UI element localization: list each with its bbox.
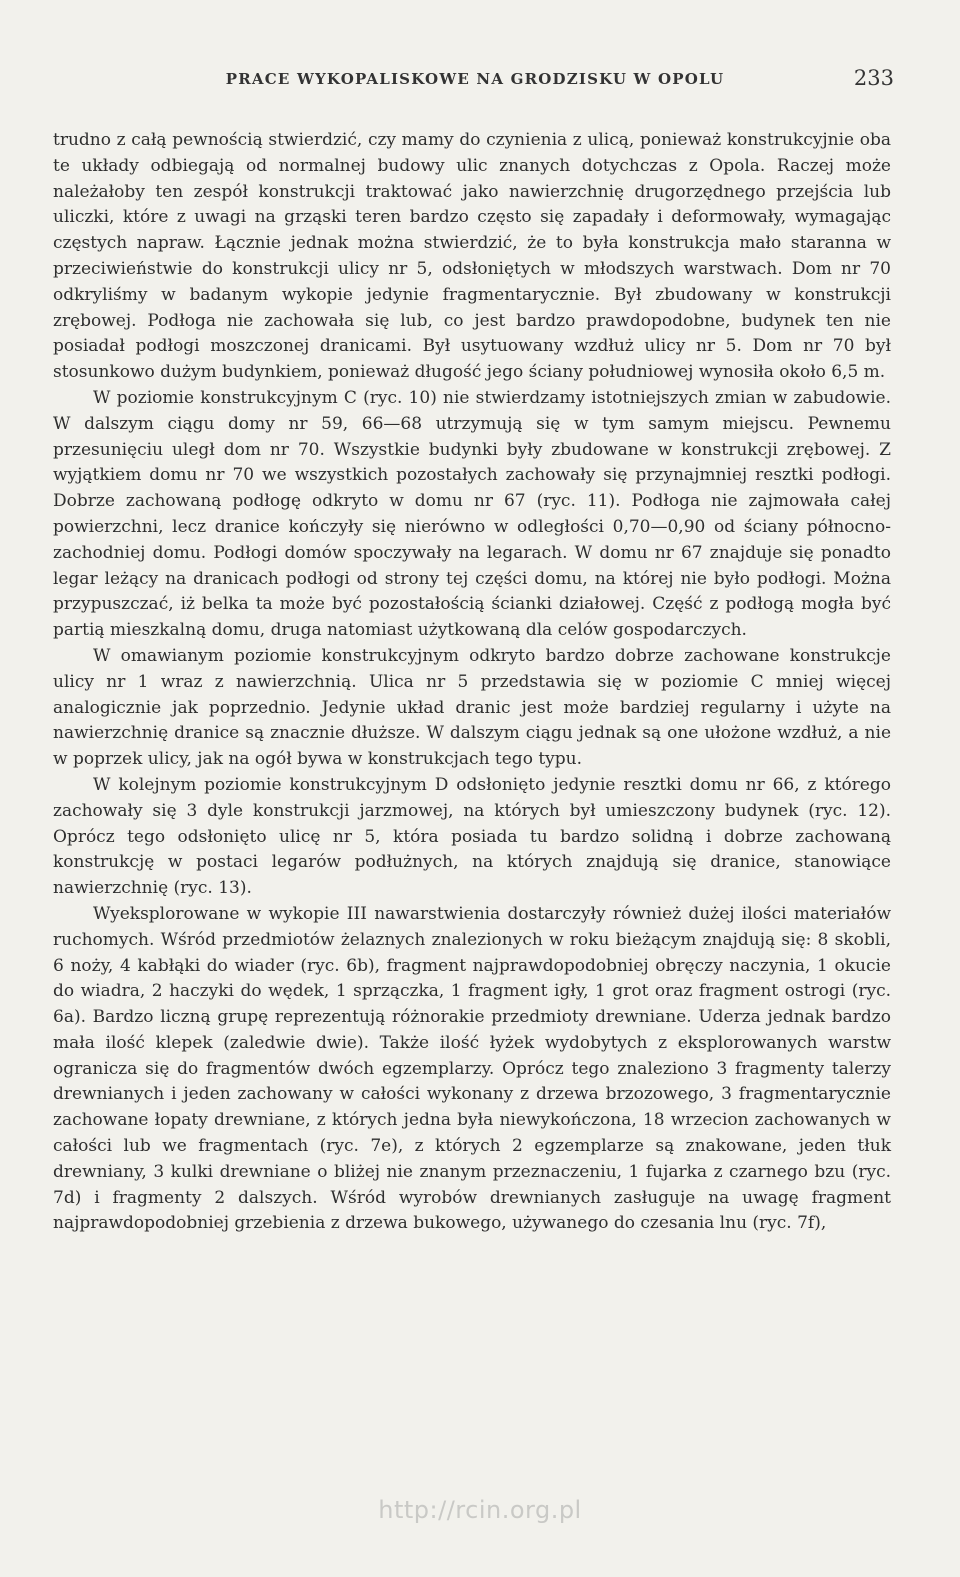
paragraph: W omawianym poziomie konstrukcyjnym odkryto bardzo dobrze zachowane konstrukcje ulicy nr 1 wraz z nawierzchnią. Ulica nr 5 przedstawia się w poziomie C mniej więcej analogicznie jak poprzednio. Jedynie układ dranic jest może bardziej regularny i użyte na nawierzchnię dranice są znacznie dłuższe. W dalszym ciągu jednak są one ułożone wzdłuż, a nie w poprzek ulicy, jak na ogół bywa w konstrukcjach tego typu. — [53, 645, 891, 770]
paragraph: W kolejnym poziomie konstrukcyjnym D odsłonięto jedynie resztki domu nr 66, z którego zachowały się 3 dyle konstrukcji jarzmowej, na których był umieszczony budynek (ryc. 12). Oprócz tego odsłonięto ulicę nr 5, która posiada tu bardzo solidną i dobrze zachowaną konstrukcję w postaci legarów podłużnych, na których znajdują się dranice, stanowiące nawierzchnię (ryc. 13). — [53, 774, 891, 899]
body-text — [53, 128, 891, 1237]
running-header — [56, 66, 894, 96]
paragraph: trudno z całą pewnością stwierdzić, czy mamy do czynienia z ulicą, ponieważ konstrukcyjnie oba te układy odbiegają od normalnej budowy ulic znanych dotychczas z Opola. Raczej może należałoby ten zespół konstrukcji traktować jako nawierzchnię drugorzędnego przejścia lub uliczki, które z uwagi na grząski teren bardzo często się zapadały i deformowały, wymagając częstych napraw. Łącznie jednak można stwierdzić, że to była konstrukcja mało staranna w przeciwieństwie do konstrukcji ulicy nr 5, odsłoniętych w młodszych warstwach. Dom nr 70 odkryliśmy w badanym wykopie jedynie fragmentarycznie. Był zbudowany w konstrukcji zrębowej. Podłoga nie zachowała się lub, co jest bardzo prawdopodobne, budynek ten nie posiadał podłogi moszczonej dranicami. Był usytuowany wzdłuż ulicy nr 5. Dom nr 70 był stosunkowo dużym budynkiem, ponieważ długość jego ściany południowej wynosiła około 6,5 m. — [53, 130, 891, 383]
paragraph: W poziomie konstrukcyjnym C (ryc. 10) nie stwierdzamy istotniejszych zmian w zabudowie. W dalszym ciągu domy nr 59, 66—68 utrzymują się w tym samym miejscu. Pewnemu przesunięciu uległ dom nr 70. Wszystkie budynki były zbudowane w konstrukcji zrębowej. Z wyjątkiem domu nr 70 we wszystkich pozostałych zachowały się przynajmniej resztki podłogi. Dobrze zachowaną podłogę odkryto w domu nr 67 (ryc. 11). Podłoga nie zajmowała całej powierzchni, lecz dranice kończyły się nierówno w odległości 0,70—0,90 od ściany północno-zachodniej domu. Podłogi domów spoczywały na legarach. W domu nr 67 znajduje się ponadto legar leżący na dranicach podłogi od strony tej części domu, na której nie było podłogi. Można przypuszczać, iż belka ta może być pozostałością ścianki działowej. Część z podłogą mogła być partią mieszkalną domu, druga natomiast użytkowaną dla celów gospodarczych. — [53, 387, 891, 641]
source-watermark: http://rcin.org.pl — [378, 1496, 582, 1524]
running-title: PRACE WYKOPALISKOWE NA GRODZISKU W OPOLU — [225, 70, 725, 88]
paragraph: Wyeksplorowane w wykopie III nawarstwienia dostarczyły również dużej ilości materiałów ruchomych. Wśród przedmiotów żelaznych znalezionych w roku bieżącym znajdują się: 8 skobli, 6 noży, 4 kabłąki do wiader (ryc. 6b), fragment najprawdopodobniej obręczy naczynia, 1 okucie do wiadra, 2 haczyki do wędek, 1 sprzączka, 1 fragment igły, 1 grot oraz fragment ostrogi (ryc. 6a). Bardzo liczną grupę reprezentują różnorakie przedmioty drewniane. Uderza jednak bardzo mała ilość klepek (zaledwie dwie). Także ilość łyżek wydobytych z eksplorowanych warstw ogranicza się do fragmentów dwóch egzemplarzy. Oprócz tego znaleziono 3 fragmenty talerzy drewnianych i jeden zachowany w całości wykonany z drzewa brzozowego, 3 fragmentarycznie zachowane łopaty drewniane, z których jedna była niewykończona, 18 wrzecion zachowanych w całości lub we fragmentach (ryc. 7e), z których 2 egzemplarze są znakowane, jeden tłuk drewniany, 3 kulki drewniane o bliżej nie znanym przeznaczeniu, 1 fujarka z czarnego bzu (ryc. 7d) i fragmenty 2 dalszych. Wśród wyrobów drewnianych zasługuje na uwagę fragment najprawdopodobniej grzebienia z drzewa bukowego, używanego do czesania lnu (ryc. 7f), — [53, 903, 891, 1234]
page-number: 233 — [853, 66, 894, 90]
